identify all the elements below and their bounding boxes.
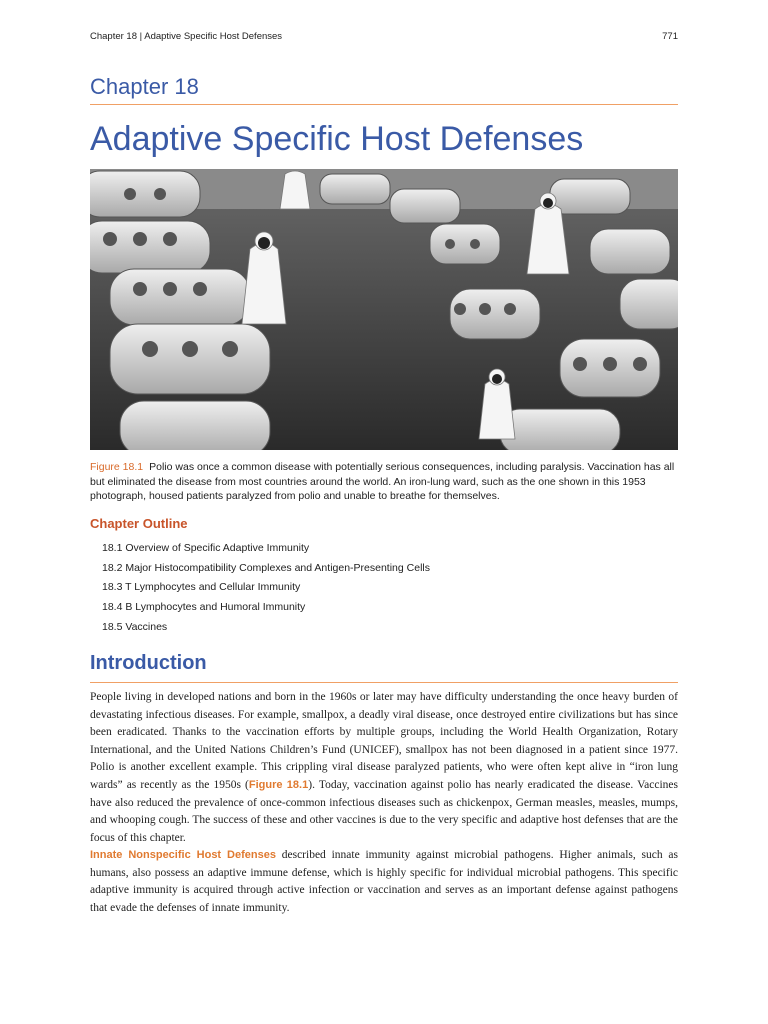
page-number: 771 (662, 31, 678, 42)
chapter-label: Chapter 18 (90, 74, 199, 99)
outline-item[interactable]: 18.5 Vaccines (102, 620, 168, 633)
running-header (90, 31, 678, 45)
p1-text-before: People living in developed nations and born in the 1960s or later may have difficulty understanding the once heavy burden of devastating infectious diseases. For example, smallpox, a deadly viral disease, once destroyed entire civilizations but has since been eradicated. Thanks to the vaccination efforts by multiple groups, including the World Health Organization, Rotary International, and the United Nations Children’s Fund (UNICEF), smallpox has not been diagnosed in a patient since 1977. Polio is another excellent example. This crippling viral disease paralyzed patients, who were often kept alive in “iron lung wards” as recently as the 1950s ( (90, 691, 678, 791)
outline-heading: Chapter Outline (90, 516, 188, 531)
p2-text: described innate immunity against microbial pathogens. Higher animals, such as humans, also possess an adaptive immune defense, which is highly specific for individual microbial pathogens. This specific adaptive immunity is acquired through active infection or vaccination and serves as an important defense against pathogens that evade the defenses of innate immunity. (90, 849, 678, 914)
caption-text: Polio was once a common disease with potentially serious consequences, including paralysis. Vaccination has all but eliminated the disease from most countries around the world. An iron-lung ward, such as the one shown in this 1953 photograph, housed patients paralyzed from polio and unable to breathe for themselves. (90, 461, 675, 502)
introduction-paragraph-2 (90, 847, 678, 917)
iron-lung-ward-photo (90, 169, 678, 450)
outline-item[interactable]: 18.1 Overview of Specific Adaptive Immunity (102, 542, 310, 554)
outline-item[interactable]: 18.3 T Lymphocytes and Cellular Immunity (102, 581, 301, 594)
introduction-paragraph-1 (90, 689, 678, 847)
figure-number: Figure 18.1 (90, 461, 144, 473)
outline-item[interactable]: 18.2 Major Histocompatibility Complexes and Antigen-Presenting Cells (102, 561, 430, 574)
innate-defenses-link[interactable]: Innate Nonspecific Host Defenses (90, 849, 276, 861)
introduction-heading: Introduction (90, 652, 207, 674)
introduction-rule (90, 682, 678, 683)
chapter-rule (90, 104, 678, 105)
outline-item[interactable]: 18.4 B Lymphocytes and Humoral Immunity (102, 601, 306, 614)
p1-text-after: ). Today, vaccination against polio has nearly eradicated the disease. Vaccines have also reduced the prevalence of once-common infectious diseases such as chickenpox, German measles, measles, mumps, and whooping cough. The success of these and other vaccines is due to the very specific and adaptive host defenses that are the focus of this chapter. (90, 778, 679, 844)
running-title: Chapter 18 | Adaptive Specific Host Defenses (90, 31, 283, 42)
figure-18-1-link[interactable]: Figure 18.1 (248, 778, 309, 791)
figure-caption (90, 460, 678, 504)
chapter-title: Adaptive Specific Host Defenses (90, 120, 584, 158)
chapter-outline-list (102, 540, 430, 638)
